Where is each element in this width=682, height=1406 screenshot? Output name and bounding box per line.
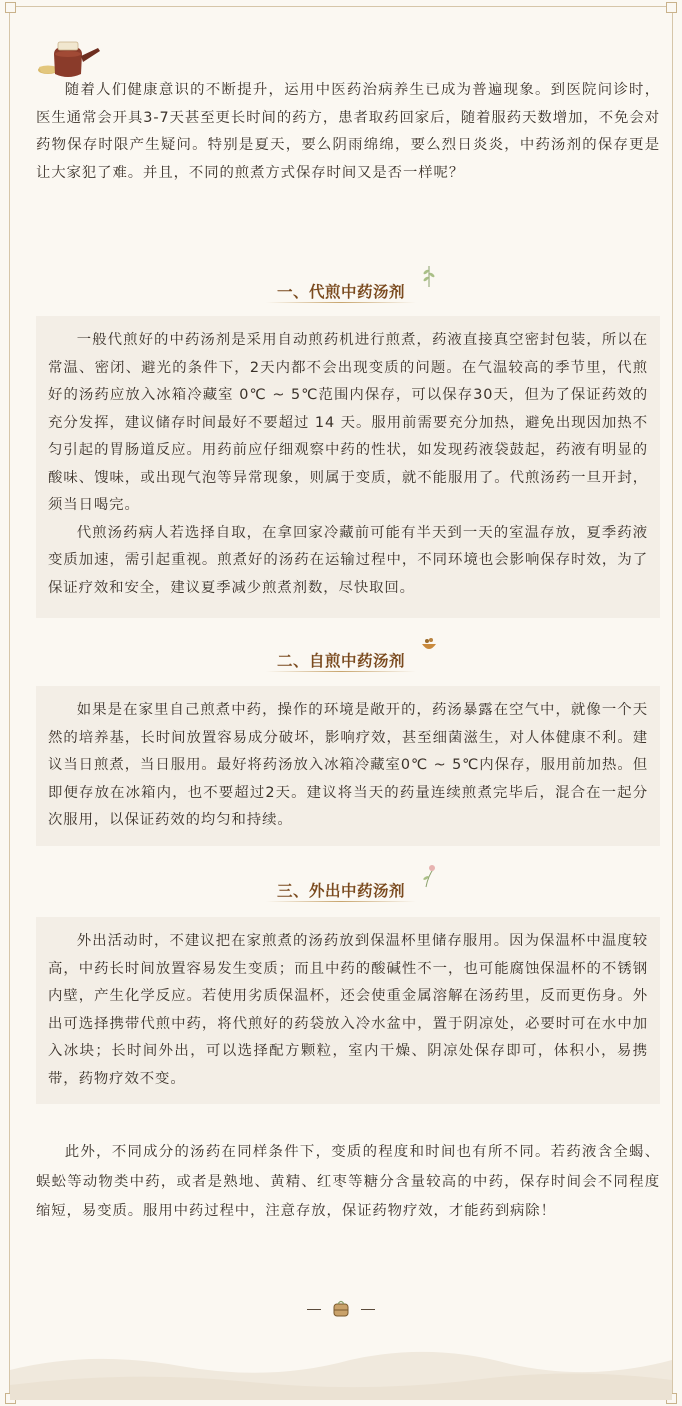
- section-box-2: [36, 686, 660, 846]
- herb-bundle-icon: [330, 1298, 352, 1320]
- section-heading-2: [0, 649, 682, 671]
- section-box-3: [36, 917, 660, 1104]
- section-heading-text: 三、外出中药汤剂: [276, 882, 405, 900]
- footer-ornament: [0, 1298, 682, 1320]
- section-box-1: [36, 316, 660, 618]
- section-heading-text: 二、自煎中药汤剂: [276, 652, 405, 670]
- section-1-paragraph-2: 代煎汤药病人若选择自取，在拿回家冷藏前可能有半天到一天的室温存放，夏季药液变质加速，需引起重视。煎煮好的汤药在运输过程中，不同环境也会影响保存时效，为了保证疗效和安全，建议夏季减少煎煮剂数，尽快取回。: [48, 524, 648, 596]
- heading-underline: [0, 901, 682, 902]
- section-heading-1: [0, 280, 682, 302]
- heading-underline: [0, 302, 682, 303]
- section-1-paragraph-1: 一般代煎好的中药汤剂是采用自动煎药机进行煎煮，药液直接真空密封包装，所以在常温、密闭、避光的条件下，2天内都不会出现变质的问题。在气温较高的季节里，代煎好的汤药应放入冰箱冷藏室 0℃ ~ 5℃范围内保存，可以保存30天，但为了保证药效的充分发挥，建议储存时间最好不要超过 14 天。服用前需要充分加热，避免出现因加热不匀引起的胃肠道反应。用药前应仔细观察中药的性状，如发现药液袋鼓起，药液有明显的酸味、馊味，或出现气泡等异常现象，则属于变质，就不能服用了。代煎汤药一旦开封，须当日喝完。: [48, 332, 648, 513]
- sprig-icon: [420, 262, 438, 288]
- heading-underline: [0, 671, 682, 672]
- section-3-paragraph-1: 外出活动时，不建议把在家煎煮的汤药放到保温杯里储存服用。因为保温杯中温度较高，中药长时间放置容易发生变质；而且中药的酸碱性不一，也可能腐蚀保温杯的不锈钢内壁，产生化学反应。若使用劣质保温杯，还会使重金属溶解在汤药里，反而更伤身。外出可选择携带代煎中药，将代煎好的药袋放入冷水盆中，置于阴凉处，必要时可在水中加入冰块；长时间外出，可以选择配方颗粒，室内干燥、阴凉处保存即可，体积小，易携带，药物疗效不变。: [48, 933, 648, 1087]
- herb-bowl-icon: [420, 634, 438, 660]
- frame-corner: [666, 2, 677, 13]
- frame-corner: [5, 2, 16, 13]
- intro-paragraph: 随着人们健康意识的不断提升，运用中医药治病养生已成为普遍现象。到医院问诊时，医生通常会开具3-7天甚至更长时间的药方，患者取药回家后，随着服药天数增加，不免会对药物保存时限产生疑问。特别是夏天，要么阴雨绵绵，要么烈日炎炎，中药汤剂的保存更是让大家犯了难。并且，不同的煎煮方式保存时间又是否一样呢？: [36, 82, 660, 181]
- closing-paragraph: 此外，不同成分的汤药在同样条件下，变质的程度和时间也有所不同。若药液含全蝎、蜈蚣等动物类中药，或者是熟地、黄精、红枣等糖分含量较高的中药，保存时间会不同程度缩短，易变质。服用中药过程中，注意存放，保证药物疗效，才能药到病除！: [36, 1144, 660, 1219]
- section-heading-text: 一、代煎中药汤剂: [276, 283, 405, 301]
- flower-sprig-icon: [420, 862, 438, 888]
- section-2-paragraph-1: 如果是在家里自己煎煮中药，操作的环境是敞开的，药汤暴露在空气中，就像一个天然的培养基，长时间放置容易成分破坏，影响疗效，甚至细菌滋生，对人体健康不利。建议当日煎煮，当日服用。最好将药汤放入冰箱冷藏室0℃ ~ 5℃内保存，服用前加热。但即便存放在冰箱内，也不要超过2天。建议将当天的药量连续煎煮完毕后，混合在一起分次服用，以保证药效的均匀和持续。: [48, 702, 648, 828]
- mountain-decoration: [10, 1330, 672, 1400]
- section-heading-3: [0, 879, 682, 901]
